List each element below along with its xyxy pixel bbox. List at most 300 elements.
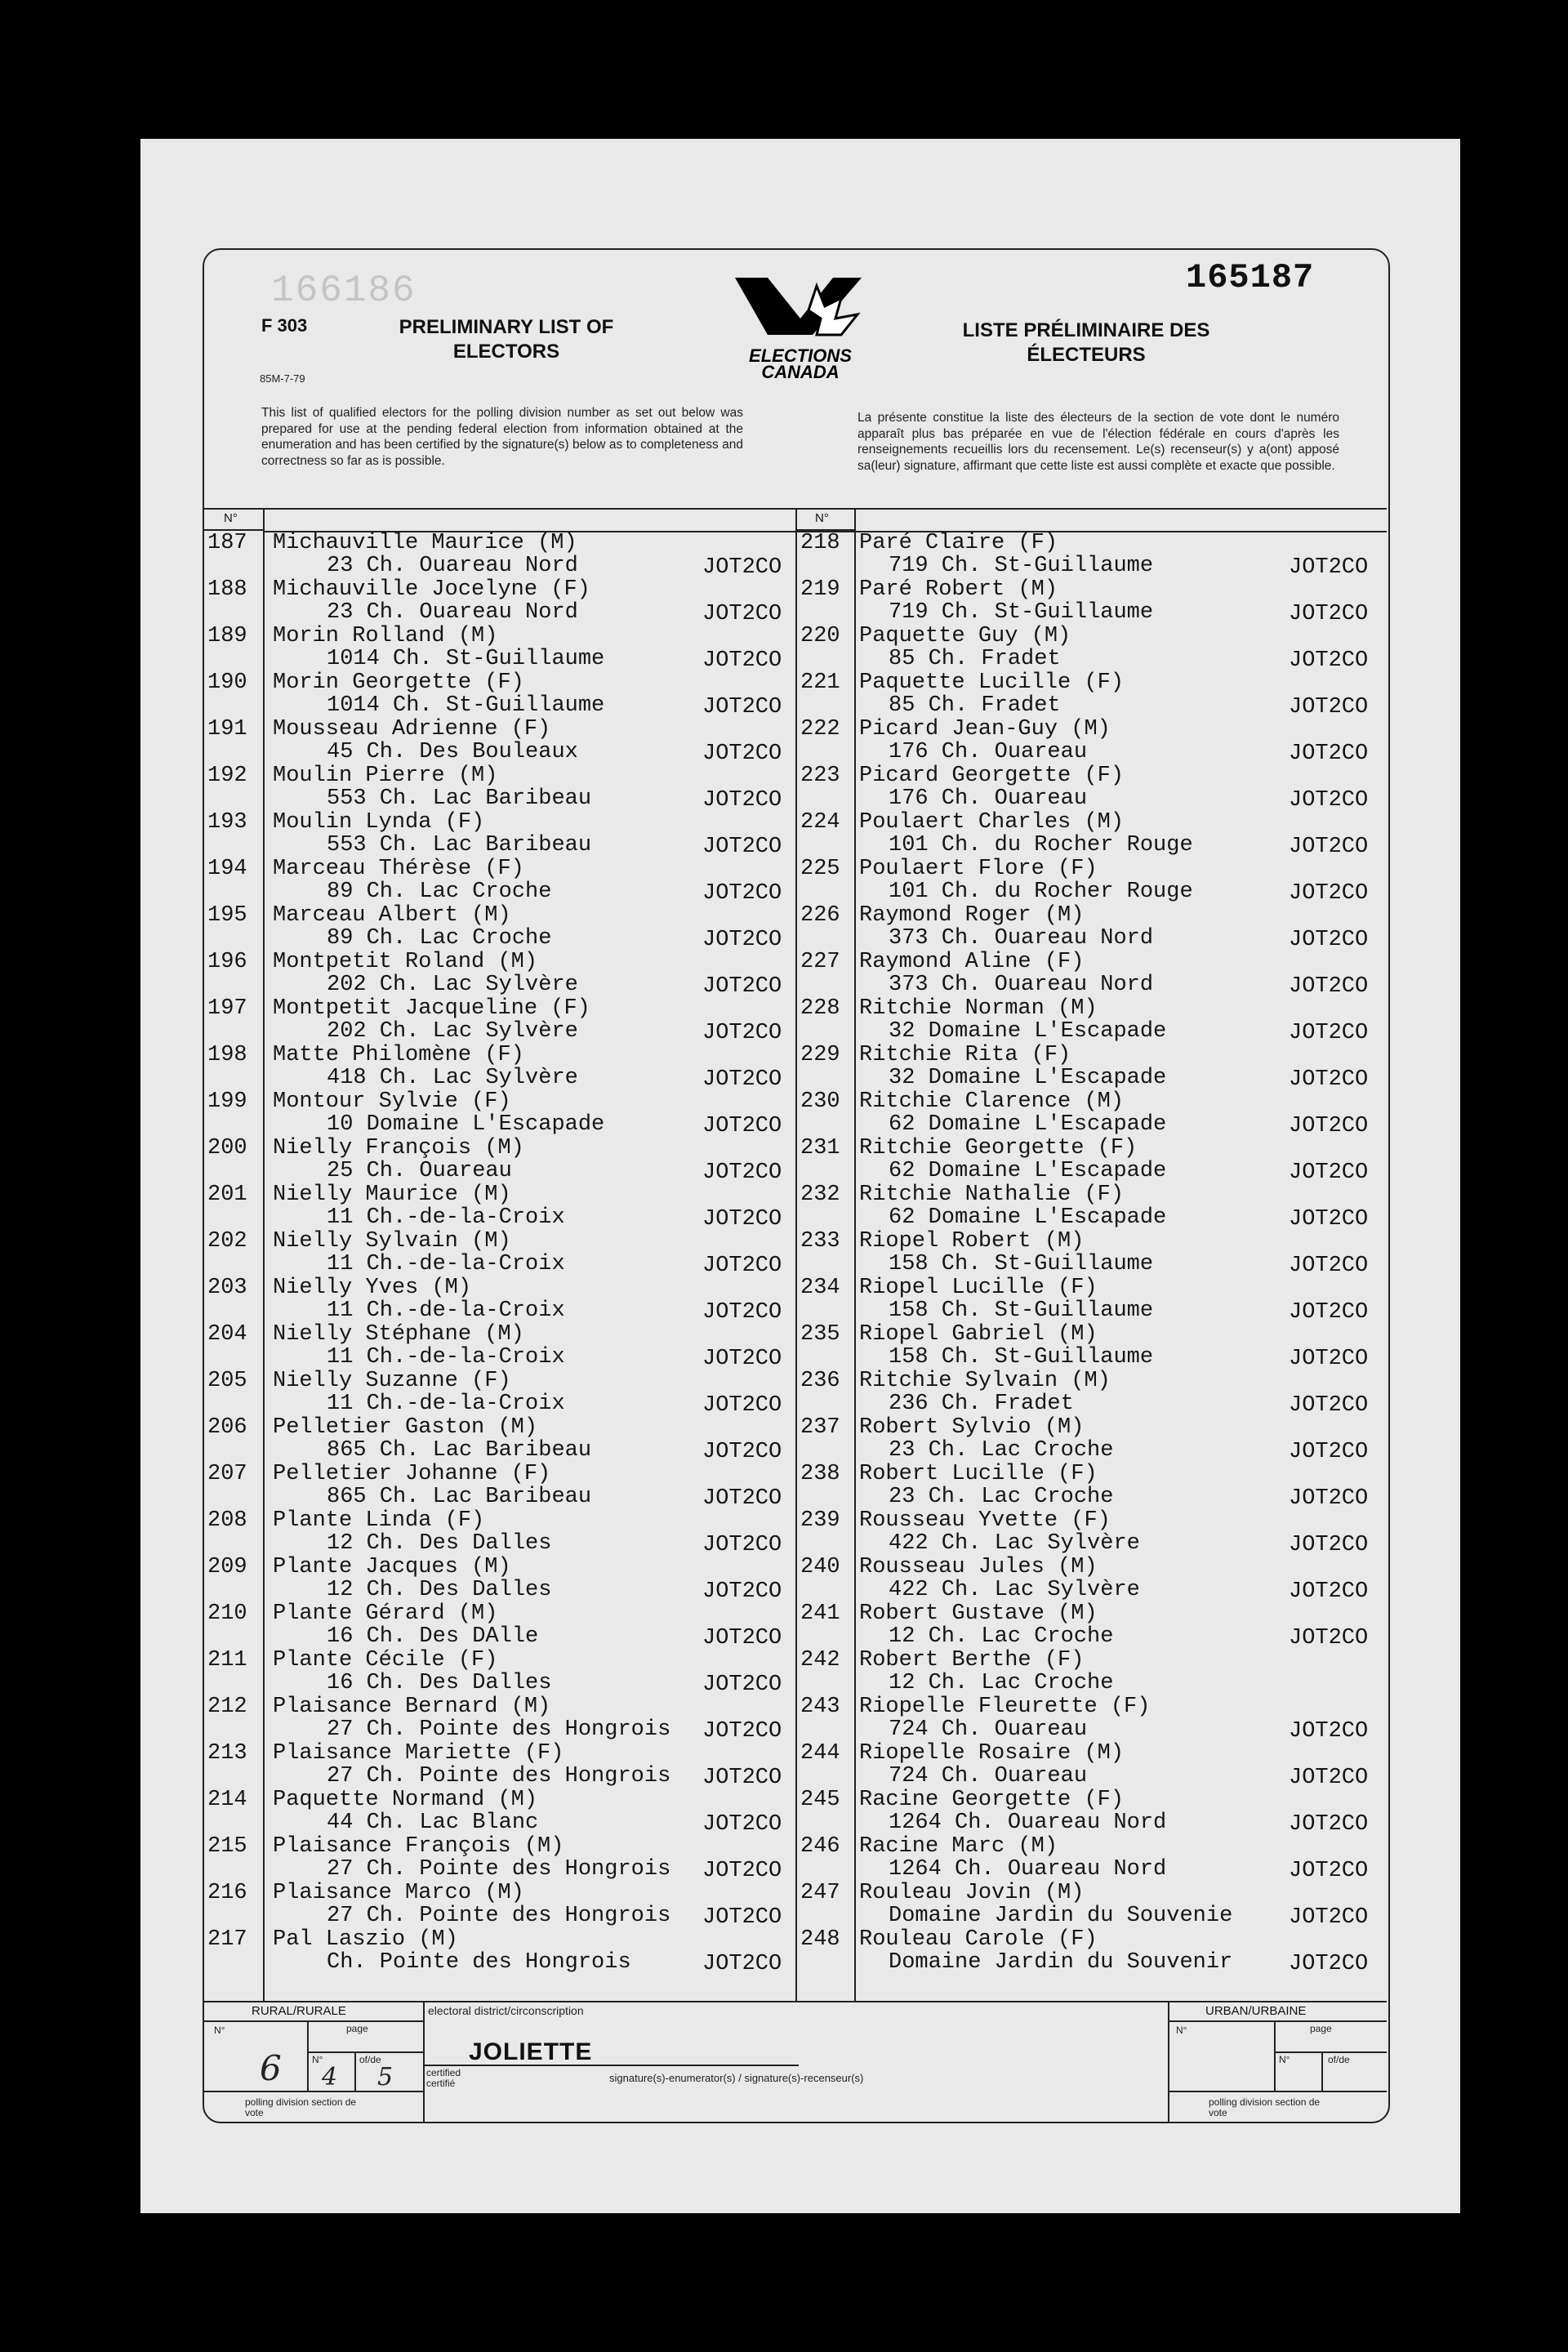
elector-postal-code: JOT2CO — [1289, 1021, 1369, 1045]
elector-number: 221 — [800, 670, 840, 695]
left-no-label: N° — [224, 511, 238, 525]
elector-row — [204, 1229, 795, 1276]
elector-number: 211 — [207, 1648, 247, 1673]
elector-name: Raymond Aline (F) — [859, 950, 1085, 974]
page-number: 4 — [322, 2063, 338, 2091]
elector-name: Michauville Maurice (M) — [273, 531, 577, 555]
elector-postal-code: JOT2CO — [702, 1905, 782, 1930]
elector-name: Marceau Albert (M) — [273, 903, 511, 928]
elector-address: 11 Ch.-de-la-Croix — [327, 1392, 565, 1416]
elector-row — [204, 1322, 795, 1369]
elector-address: 10 Domaine L'Escapade — [327, 1112, 605, 1137]
elector-row — [204, 1881, 795, 1930]
elector-postal-code: JOT2CO — [1289, 555, 1369, 580]
elector-number: 237 — [800, 1415, 840, 1440]
elector-row — [204, 1788, 795, 1837]
elector-row — [204, 1089, 795, 1136]
elector-address: 202 Ch. Lac Sylvère — [327, 973, 578, 997]
elector-address: 27 Ch. Pointe des Hongrois — [327, 1764, 671, 1788]
elector-name: Paquette Lucille (F) — [859, 670, 1125, 695]
elector-postal-code: JOT2CO — [1289, 695, 1369, 719]
elector-row — [797, 1276, 1387, 1325]
elector-name: Plaisance Marco (M) — [273, 1881, 524, 1905]
elector-postal-code: JOT2CO — [1289, 1766, 1369, 1790]
logo-text-line2: CANADA — [761, 362, 840, 382]
elector-postal-code: JOT2CO — [1289, 648, 1369, 673]
elector-name: Paré Claire (F) — [859, 531, 1058, 555]
elector-postal-code: JOT2CO — [1289, 1579, 1369, 1604]
right-no-label: N° — [815, 511, 829, 525]
elector-row — [797, 996, 1387, 1043]
elector-postal-code: JOT2CO — [702, 1766, 782, 1790]
urban-no-label-2: N° — [1279, 2054, 1290, 2065]
elector-number: 243 — [800, 1695, 840, 1719]
intro-french: La présente constitue la liste des électeurs de la section de vote dont le numéro apparaît plus bas préparée en vue de l'élection fédérale en cours d'après les renseignements recueillis lors du recensement. Le(s) recenseur(s) y a(ont) apposé sa(leur) signature, affirmant que cette liste est aussi complète et exacte que possible. — [858, 411, 1339, 473]
rural-divider — [423, 2001, 425, 2122]
elector-address: 32 Domaine L'Escapade — [889, 1019, 1167, 1044]
elector-postal-code: JOT2CO — [702, 1347, 782, 1371]
elector-number: 244 — [800, 1741, 840, 1766]
rural-page-label: page — [346, 2023, 368, 2034]
elector-address: 373 Ch. Ouareau Nord — [889, 973, 1154, 997]
elector-address: 11 Ch.-de-la-Croix — [327, 1298, 565, 1323]
elector-postal-code: JOT2CO — [702, 1207, 782, 1232]
elector-postal-code: JOT2CO — [1289, 1393, 1369, 1418]
elector-postal-code: JOT2CO — [702, 1254, 782, 1278]
elector-postal-code: JOT2CO — [702, 974, 782, 999]
elector-name: Plante Cécile (F) — [273, 1648, 498, 1673]
elector-address: 27 Ch. Pointe des Hongrois — [327, 1904, 671, 1928]
elector-number: 235 — [800, 1322, 840, 1347]
rural-no-label: N° — [214, 2025, 225, 2036]
elector-number: 223 — [800, 764, 840, 788]
elector-address: 85 Ch. Fradet — [889, 693, 1061, 718]
elector-number: 234 — [800, 1276, 840, 1300]
elector-name: Rouleau Carole (F) — [859, 1927, 1098, 1952]
elector-number: 240 — [800, 1555, 840, 1579]
certified-label: certified certifié — [426, 2067, 461, 2089]
urban-no-divider — [1274, 2020, 1276, 2091]
elector-number: 204 — [207, 1322, 247, 1347]
elector-number: 190 — [207, 670, 247, 695]
elector-address: 101 Ch. du Rocher Rouge — [889, 833, 1193, 858]
elector-postal-code: JOT2CO — [1289, 1114, 1369, 1138]
elector-address: Domaine Jardin du Souvenie — [889, 1904, 1233, 1928]
elector-number: 202 — [207, 1229, 247, 1254]
elector-address: 25 Ch. Ouareau — [327, 1159, 512, 1183]
elector-row — [797, 1229, 1387, 1276]
elector-postal-code: JOT2CO — [702, 1114, 782, 1138]
elector-postal-code: JOT2CO — [1289, 1440, 1369, 1464]
elector-row — [204, 670, 795, 717]
elector-address: 236 Ch. Fradet — [889, 1392, 1074, 1416]
elector-name: Nielly François (M) — [273, 1136, 524, 1160]
elector-name: Ritchie Norman (M) — [859, 996, 1098, 1021]
elector-postal-code: JOT2CO — [702, 1626, 782, 1650]
elector-postal-code: JOT2CO — [1289, 1207, 1369, 1232]
elector-row — [797, 531, 1387, 580]
elector-postal-code: JOT2CO — [1289, 1719, 1369, 1744]
elector-name: Rousseau Jules (M) — [859, 1555, 1098, 1579]
elector-name: Robert Lucille (F) — [859, 1462, 1098, 1486]
intro-english: This list of qualified electors for the polling division number as set out below was prepared for use at the pending federal election from information obtained at the enumeration and has been certified by the signature(s) below as to completeness and correctness so far as is possible. — [261, 406, 743, 468]
urban-no-label: N° — [1176, 2025, 1187, 2036]
elector-row — [797, 903, 1387, 950]
elector-name: Ritchie Nathalie (F) — [859, 1183, 1125, 1207]
elector-name: Nielly Sylvain (M) — [273, 1229, 511, 1254]
document-number: 165187 — [1186, 258, 1315, 297]
elector-name: Nielly Suzanne (F) — [273, 1369, 511, 1393]
elector-row — [204, 1415, 795, 1462]
elector-row — [797, 1089, 1387, 1136]
elector-number: 206 — [207, 1415, 247, 1440]
elector-name: Pal Laszio (M) — [273, 1927, 458, 1952]
elector-address: 11 Ch.-de-la-Croix — [327, 1345, 565, 1370]
elector-name: Plante Gérard (M) — [273, 1601, 498, 1626]
elector-postal-code: JOT2CO — [702, 1579, 782, 1604]
rural-label-rule — [204, 2020, 423, 2022]
elector-row — [797, 1695, 1387, 1744]
elector-row — [797, 670, 1387, 717]
district-name: JOLIETTE — [469, 2038, 593, 2065]
elector-name: Paré Robert (M) — [859, 577, 1058, 602]
elector-number: 193 — [207, 810, 247, 835]
elector-number: 226 — [800, 903, 840, 928]
elector-postal-code: JOT2CO — [1289, 1067, 1369, 1092]
elector-number: 217 — [207, 1927, 247, 1952]
elector-row — [797, 1043, 1387, 1092]
elector-address: 373 Ch. Ouareau Nord — [889, 926, 1154, 951]
elector-row — [204, 1043, 795, 1092]
elector-name: Plante Jacques (M) — [273, 1555, 511, 1579]
elector-address: 12 Ch. Lac Croche — [889, 1671, 1114, 1695]
elector-name: Pelletier Gaston (M) — [273, 1415, 538, 1440]
urban-page-label: page — [1310, 2023, 1332, 2034]
elector-address: 1264 Ch. Ouareau Nord — [889, 1811, 1167, 1835]
elector-number: 222 — [800, 717, 840, 742]
elector-row — [204, 1369, 795, 1418]
elector-address: 418 Ch. Lac Sylvère — [327, 1066, 578, 1090]
elector-address: 44 Ch. Lac Blanc — [327, 1811, 539, 1835]
ghost-number: 166186 — [271, 270, 416, 312]
elector-row — [797, 1788, 1387, 1837]
elector-postal-code: JOT2CO — [702, 928, 782, 952]
elector-number: 191 — [207, 717, 247, 742]
elector-address: 1014 Ch. St-Guillaume — [327, 647, 605, 671]
elector-row — [797, 1462, 1387, 1511]
elector-name: Morin Georgette (F) — [273, 670, 524, 695]
elector-postal-code: JOT2CO — [702, 1160, 782, 1185]
elector-postal-code: JOT2CO — [1289, 1254, 1369, 1278]
form-code: 85M-7-79 — [260, 372, 305, 385]
elector-address: 724 Ch. Ouareau — [889, 1764, 1088, 1788]
elector-address: 553 Ch. Lac Baribeau — [327, 786, 592, 811]
elector-number: 187 — [207, 531, 247, 555]
elector-number: 225 — [800, 857, 840, 881]
elector-row — [204, 810, 795, 857]
elector-name: Moulin Pierre (M) — [273, 764, 498, 788]
elector-number: 207 — [207, 1462, 247, 1486]
elector-postal-code: JOT2CO — [702, 1300, 782, 1325]
elector-address: Domaine Jardin du Souvenir — [889, 1950, 1233, 1975]
elector-name: Picard Georgette (F) — [859, 764, 1125, 788]
elector-row — [797, 857, 1387, 906]
rural-polling-label: polling division section de vote — [245, 2096, 357, 2118]
elector-postal-code: JOT2CO — [702, 555, 782, 580]
elector-name: Morin Rolland (M) — [273, 624, 498, 648]
elector-row — [797, 577, 1387, 624]
elector-postal-code: JOT2CO — [1289, 1626, 1369, 1650]
elector-postal-code: JOT2CO — [1289, 1812, 1369, 1837]
urban-pageof-divider — [1321, 2051, 1323, 2091]
elector-number: 216 — [207, 1881, 247, 1905]
elector-postal-code: JOT2CO — [1289, 835, 1369, 859]
urban-label-rule — [1168, 2020, 1387, 2022]
elector-name: Robert Gustave (M) — [859, 1601, 1098, 1626]
elector-number: 219 — [800, 577, 840, 602]
elector-number: 210 — [207, 1601, 247, 1626]
elector-postal-code: JOT2CO — [1289, 1533, 1369, 1557]
elector-row — [797, 1322, 1387, 1369]
elector-name: Robert Sylvio (M) — [859, 1415, 1085, 1440]
elector-number: 214 — [207, 1788, 247, 1812]
elector-address: 158 Ch. St-Guillaume — [889, 1345, 1154, 1370]
elector-number: 212 — [207, 1695, 247, 1719]
elector-address: 176 Ch. Ouareau — [889, 740, 1088, 764]
elector-name: Picard Jean-Guy (M) — [859, 717, 1111, 742]
elector-number: 224 — [800, 810, 840, 835]
elector-number: 220 — [800, 624, 840, 648]
elector-number: 242 — [800, 1648, 840, 1673]
elector-number: 199 — [207, 1089, 247, 1114]
elector-address: 16 Ch. Des DAlle — [327, 1624, 539, 1649]
elector-row — [204, 903, 795, 950]
elector-number: 188 — [207, 577, 247, 602]
elector-name: Plaisance Bernard (M) — [273, 1695, 551, 1719]
elector-address: 27 Ch. Pointe des Hongrois — [327, 1857, 671, 1882]
elector-postal-code: JOT2CO — [1289, 1952, 1369, 1976]
elector-number: 205 — [207, 1369, 247, 1393]
elector-address: 62 Domaine L'Escapade — [889, 1159, 1167, 1183]
elector-row — [204, 577, 795, 624]
elector-postal-code: JOT2CO — [702, 1859, 782, 1883]
district-label: electoral district/circonscription — [428, 2004, 584, 2017]
elector-row — [204, 1462, 795, 1511]
form-number: F 303 — [261, 315, 308, 336]
elector-number: 227 — [800, 950, 840, 974]
elector-name: Riopel Lucille (F) — [859, 1276, 1098, 1300]
elector-name: Racine Marc (M) — [859, 1834, 1058, 1859]
elector-postal-code: JOT2CO — [1289, 788, 1369, 813]
elector-address: 719 Ch. St-Guillaume — [889, 600, 1154, 625]
elector-address: 422 Ch. Lac Sylvère — [889, 1578, 1140, 1602]
elector-address: 865 Ch. Lac Baribeau — [327, 1485, 592, 1509]
elector-address: 158 Ch. St-Guillaume — [889, 1298, 1154, 1323]
elector-postal-code: JOT2CO — [1289, 1160, 1369, 1185]
elector-name: Matte Philomène (F) — [273, 1043, 524, 1067]
elector-number: 246 — [800, 1834, 840, 1859]
elector-row — [204, 1927, 795, 1974]
elector-row — [204, 1508, 795, 1555]
elector-name: Riopelle Fleurette (F) — [859, 1695, 1151, 1719]
elector-name: Marceau Thérèse (F) — [273, 857, 524, 881]
elector-postal-code: JOT2CO — [702, 1812, 782, 1837]
elector-postal-code: JOT2CO — [1289, 1859, 1369, 1883]
elector-address: 422 Ch. Lac Sylvère — [889, 1531, 1140, 1556]
elector-address: 16 Ch. Des Dalles — [327, 1671, 552, 1695]
title-french: LISTE PRÉLIMINAIRE DES ÉLECTEURS — [962, 319, 1210, 366]
signature-label: signature(s)-enumerator(s) / signature(s)-recenseur(s) — [609, 2072, 864, 2084]
elector-row — [797, 1136, 1387, 1183]
urban-divider — [1168, 2001, 1169, 2122]
elector-number: 198 — [207, 1043, 247, 1067]
elector-address: 89 Ch. Lac Croche — [327, 880, 552, 904]
elector-name: Moulin Lynda (F) — [273, 810, 485, 835]
elector-number: 209 — [207, 1555, 247, 1579]
elector-number: 192 — [207, 764, 247, 788]
elector-row — [797, 1415, 1387, 1462]
elector-postal-code: JOT2CO — [1289, 1347, 1369, 1371]
elector-number: 248 — [800, 1927, 840, 1952]
title-english: PRELIMINARY LIST OF ELECTORS — [399, 316, 614, 363]
elector-row — [204, 1834, 795, 1881]
elector-address: 11 Ch.-de-la-Croix — [327, 1252, 565, 1276]
logo-text-line1: ELECTIONS — [749, 345, 852, 366]
elector-number: 239 — [800, 1508, 840, 1533]
elector-postal-code: JOT2CO — [1289, 602, 1369, 626]
elector-address: 23 Ch. Lac Croche — [889, 1485, 1114, 1509]
elector-row — [797, 1834, 1387, 1881]
elector-postal-code: JOT2CO — [702, 1440, 782, 1464]
elector-row — [797, 1648, 1387, 1695]
elector-row — [204, 1601, 795, 1648]
elector-name: Plaisance Mariette (F) — [273, 1741, 564, 1766]
elector-row — [204, 1695, 795, 1744]
right-elector-list — [797, 531, 1387, 2001]
elector-name: Nielly Yves (M) — [273, 1276, 472, 1300]
elector-number: 231 — [800, 1136, 840, 1160]
elector-number: 241 — [800, 1601, 840, 1626]
elector-row — [797, 764, 1387, 813]
elector-name: Poulaert Charles (M) — [859, 810, 1125, 835]
elector-number: 229 — [800, 1043, 840, 1067]
elector-row — [797, 1369, 1387, 1418]
elector-postal-code: JOT2CO — [702, 1673, 782, 1697]
elector-name: Ritchie Georgette (F) — [859, 1136, 1138, 1160]
elector-row — [204, 531, 795, 580]
elector-row — [204, 996, 795, 1043]
elector-name: Nielly Maurice (M) — [273, 1183, 511, 1207]
elector-number: 203 — [207, 1276, 247, 1300]
elector-postal-code: JOT2CO — [702, 648, 782, 673]
elector-row — [797, 717, 1387, 764]
elector-postal-code: JOT2CO — [1289, 881, 1369, 906]
elector-address: 1014 Ch. St-Guillaume — [327, 693, 605, 718]
elector-number: 232 — [800, 1183, 840, 1207]
elector-number: 195 — [207, 903, 247, 928]
elector-address: 85 Ch. Fradet — [889, 647, 1061, 671]
elector-name: Ritchie Clarence (M) — [859, 1089, 1125, 1114]
elector-name: Riopel Robert (M) — [859, 1229, 1085, 1254]
elector-number: 200 — [207, 1136, 247, 1160]
elector-address: 12 Ch. Lac Croche — [889, 1624, 1114, 1649]
elector-row — [204, 1555, 795, 1604]
elector-postal-code: JOT2CO — [702, 1067, 782, 1092]
elector-number: 215 — [207, 1834, 247, 1859]
urban-of-label: of/de — [1328, 2054, 1350, 2065]
elector-postal-code: JOT2CO — [702, 1952, 782, 1976]
elector-address: 724 Ch. Ouareau — [889, 1717, 1088, 1742]
logo-text — [719, 345, 882, 382]
elector-address: 27 Ch. Pointe des Hongrois — [327, 1717, 671, 1742]
elector-row — [797, 1508, 1387, 1555]
elector-name: Rouleau Jovin (M) — [859, 1881, 1085, 1905]
elector-name: Rousseau Yvette (F) — [859, 1508, 1111, 1533]
elector-name: Riopel Gabriel (M) — [859, 1322, 1098, 1347]
elector-row — [797, 950, 1387, 999]
elector-postal-code: JOT2CO — [702, 1486, 782, 1511]
elector-address: 23 Ch. Ouareau Nord — [327, 554, 578, 578]
elector-address: 89 Ch. Lac Croche — [327, 926, 552, 951]
page-of-number: 5 — [377, 2063, 394, 2091]
elector-row — [204, 1183, 795, 1232]
elector-row — [204, 717, 795, 764]
elector-number: 230 — [800, 1089, 840, 1114]
elector-postal-code: JOT2CO — [702, 1393, 782, 1418]
elector-postal-code: JOT2CO — [1289, 928, 1369, 952]
elector-postal-code: JOT2CO — [1289, 1486, 1369, 1511]
elector-postal-code: JOT2CO — [702, 1021, 782, 1045]
elector-postal-code: JOT2CO — [702, 695, 782, 719]
elector-row — [797, 1601, 1387, 1648]
urban-label: URBAN/URBAINE — [1205, 2004, 1307, 2018]
elector-name: Montpetit Jacqueline (F) — [273, 996, 590, 1021]
elector-row — [204, 1276, 795, 1325]
elector-address: 865 Ch. Lac Baribeau — [327, 1438, 592, 1463]
elector-address: 202 Ch. Lac Sylvère — [327, 1019, 578, 1044]
elector-name: Montpetit Roland (M) — [273, 950, 538, 974]
elector-row — [204, 1136, 795, 1183]
elector-postal-code: JOT2CO — [702, 1719, 782, 1744]
elector-row — [797, 1881, 1387, 1930]
elector-row — [204, 950, 795, 999]
elector-address: 1264 Ch. Ouareau Nord — [889, 1857, 1167, 1882]
elector-address: Ch. Pointe des Hongrois — [327, 1950, 631, 1975]
elector-postal-code: JOT2CO — [1289, 742, 1369, 766]
elector-number: 196 — [207, 950, 247, 974]
elector-address: 62 Domaine L'Escapade — [889, 1112, 1167, 1137]
elector-postal-code: JOT2CO — [1289, 1300, 1369, 1325]
elector-name: Michauville Jocelyne (F) — [273, 577, 590, 602]
elector-row — [797, 624, 1387, 673]
elector-address: 101 Ch. du Rocher Rouge — [889, 880, 1193, 904]
elector-row — [204, 1648, 795, 1695]
rural-of-label: of/de — [359, 2054, 381, 2065]
elector-number: 238 — [800, 1462, 840, 1486]
elector-address: 176 Ch. Ouareau — [889, 786, 1088, 811]
elector-number: 213 — [207, 1741, 247, 1766]
elector-address: 719 Ch. St-Guillaume — [889, 554, 1154, 578]
urban-polling-label: polling division section de vote — [1209, 2096, 1321, 2118]
elector-postal-code: JOT2CO — [702, 1533, 782, 1557]
elector-number: 247 — [800, 1881, 840, 1905]
urban-bottom-rule — [1168, 2091, 1387, 2092]
elector-row — [204, 764, 795, 813]
elector-name: Riopelle Rosaire (M) — [859, 1741, 1125, 1766]
elector-number: 208 — [207, 1508, 247, 1533]
rural-pageof-divider — [354, 2051, 356, 2091]
elector-name: Ritchie Rita (F) — [859, 1043, 1071, 1067]
